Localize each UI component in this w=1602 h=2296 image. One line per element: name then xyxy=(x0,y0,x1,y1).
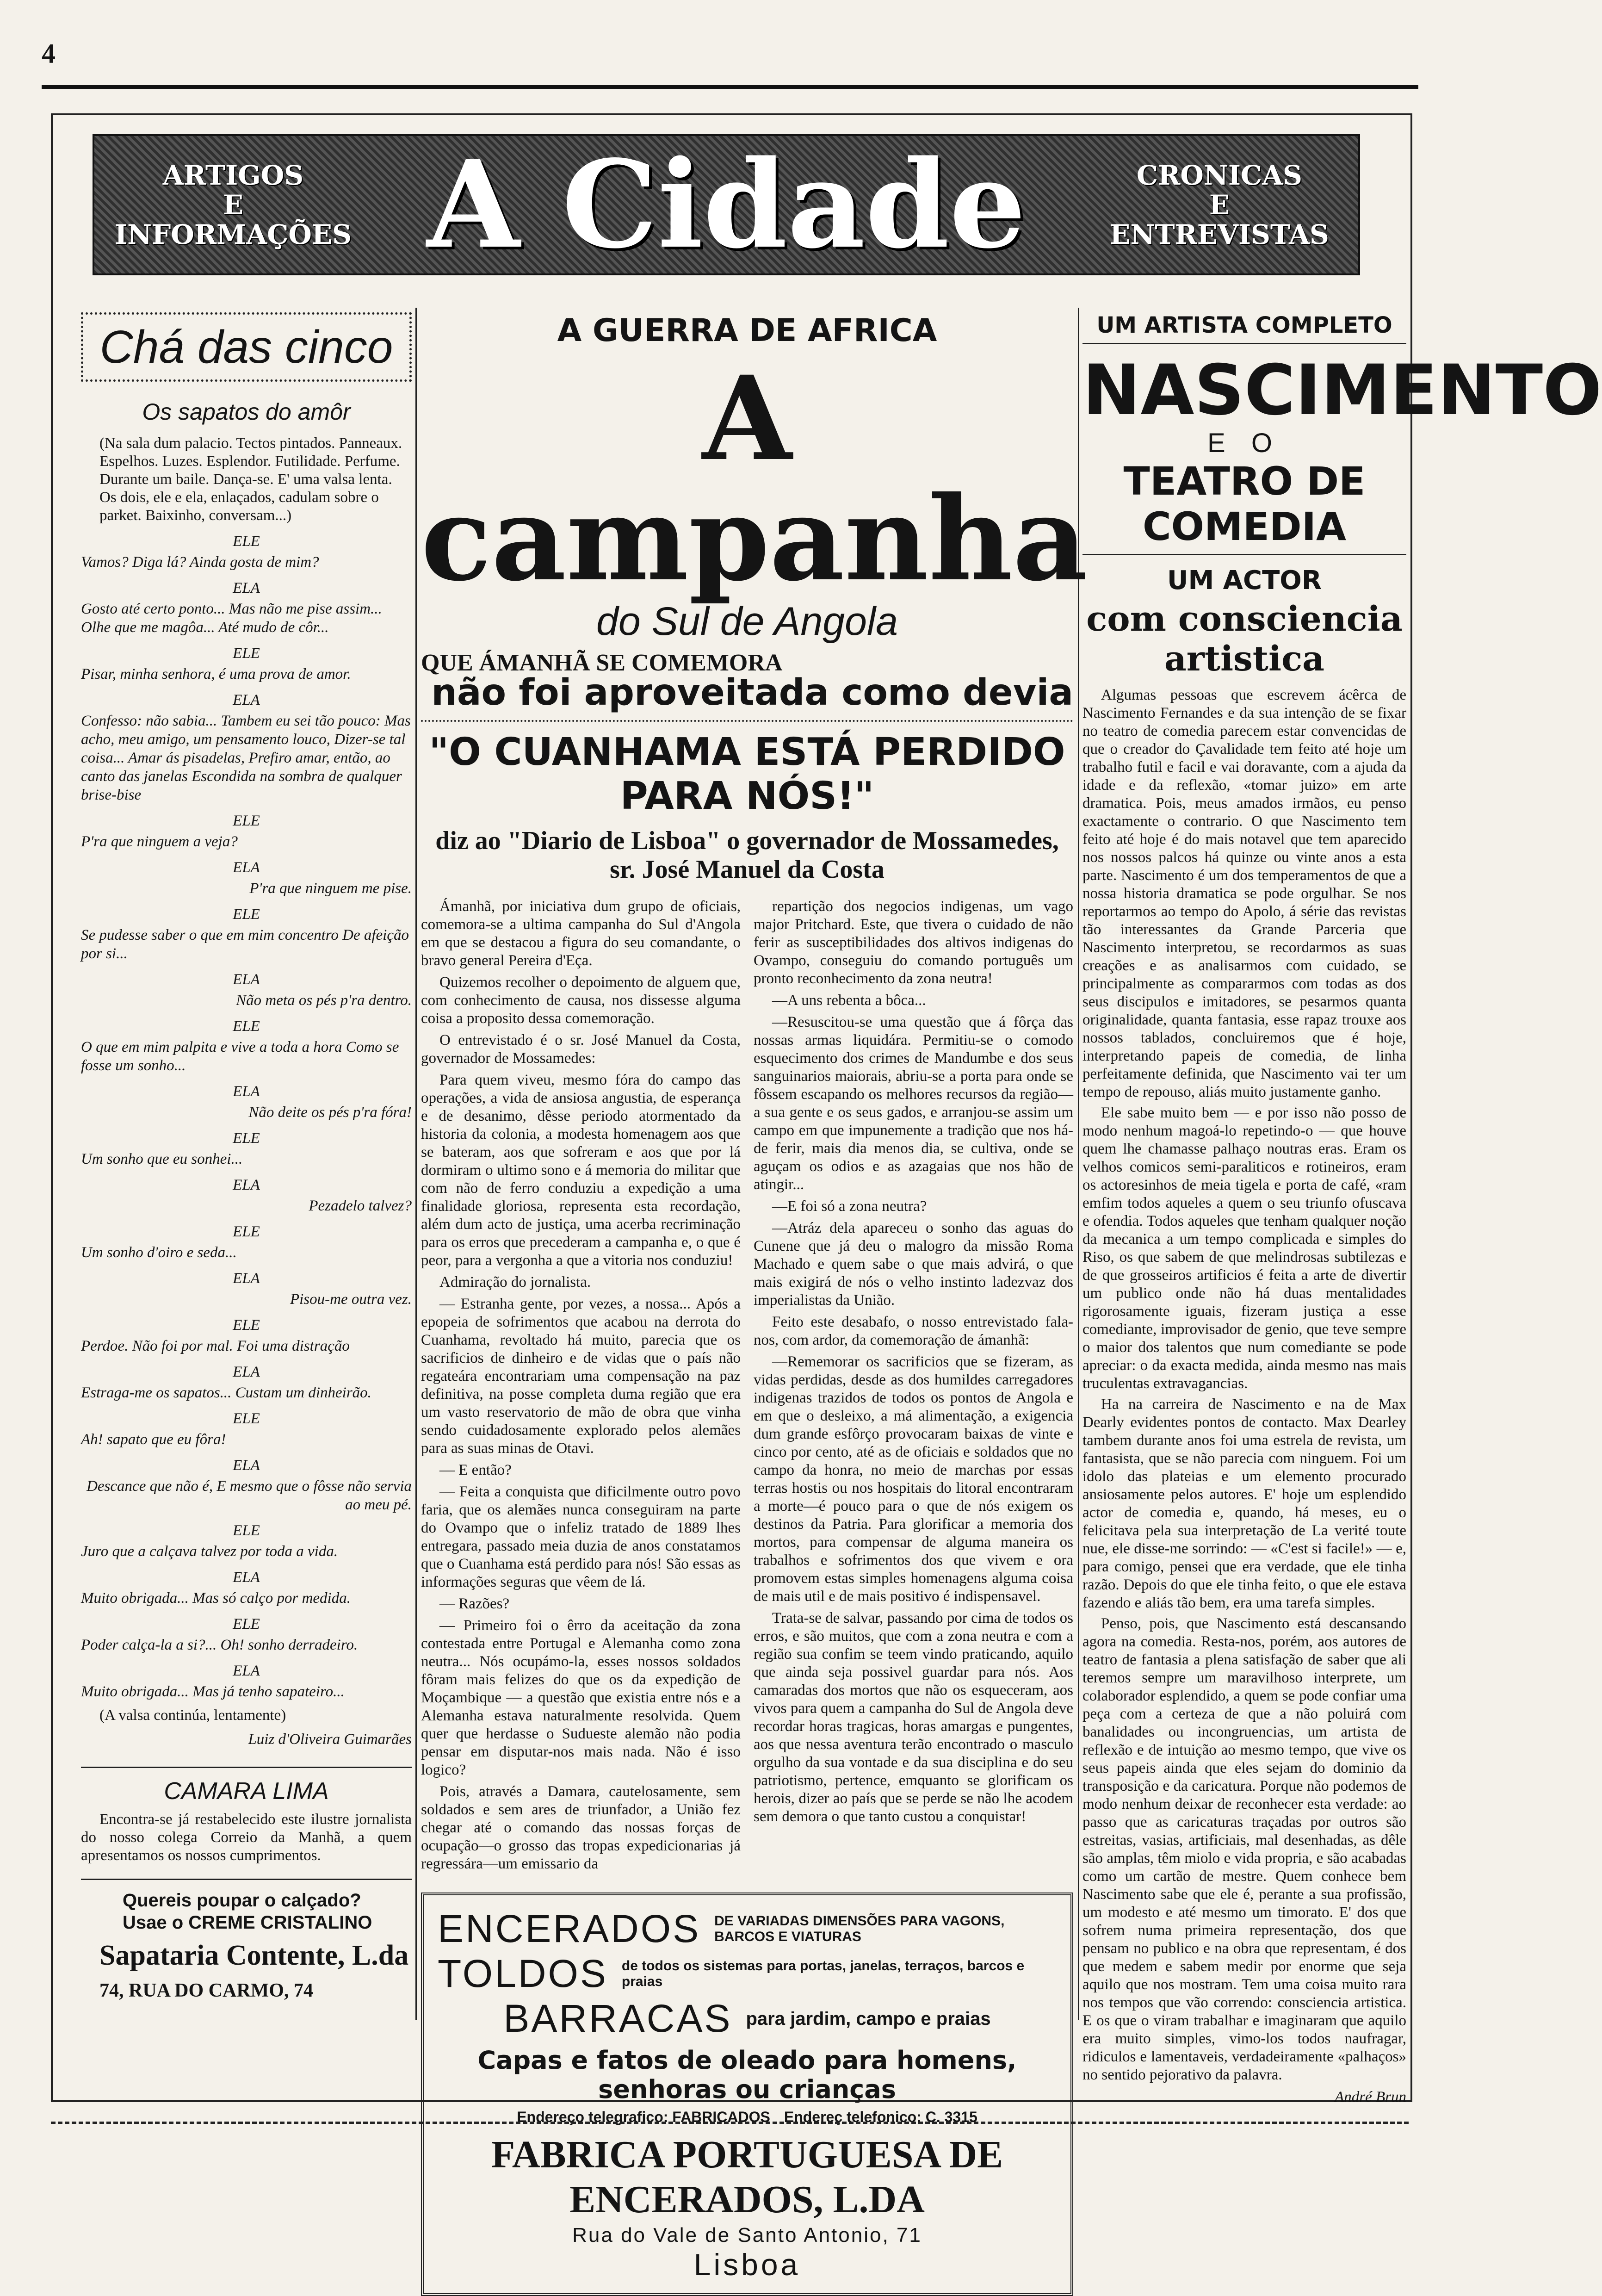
article-deck-1: QUE ÁMANHÃ SE COMEMORA xyxy=(421,650,783,676)
poem-byline: Luiz d'Oliveira Guimarães xyxy=(248,1731,412,1748)
shoe-ad-line1: Quereis poupar o calçado? xyxy=(123,1890,361,1911)
article-paragraph: — Primeiro foi o êrro da aceitação da zona contestada entre Portugal e Alemanha como zona neutra... Nós ocupámo-la, esses nossos soldados fôram mais felizes do que os da expedição de Moçambique — a questão que existia entre nós e a Alemanha estava naturalmente resolvida. Quem quer que herdasse o Sudueste alemão não podia pensar em disputar-nos mais nada. Não é isso logico? xyxy=(421,1617,741,1778)
speaker-label: ELA xyxy=(233,1569,260,1586)
ad-capas: Capas e fatos de oleado para homens, senhoras ou crianças xyxy=(477,2046,1017,2104)
speaker-label: ELA xyxy=(233,692,260,708)
article-paragraph: — Estranha gente, por vezes, a nossa... Após a epopeia de sofrimentos que acabou na derrota do Cuanhama, revoltado há muito, parecia que os sacrificios de dinheiro e de vidas que o país não regateára encontrariam uma compensação na paz definitiva, na posse completa duma região que era um vasto reservatorio de mão de obra que vinha sendo cuidadosamente explorado pelos alemães para as suas minas de Otavi. xyxy=(421,1296,741,1457)
dialog-line: Gosto até certo ponto... Mas não me pise assim... Olhe que me magôa... Até mudo de côr... xyxy=(81,601,382,636)
encerados-ad xyxy=(421,1893,1073,2296)
article-paragraph: —Atráz dela apareceu o sonho das aguas do Cunene que já deu o malogro da missão Roma Machado e quem sabe o que mais advirá, o que mais exigirá de nós o velho instinto ladezvaz dos imperialistas da União. xyxy=(754,1220,1073,1309)
article-paragraph: —Rememorar os sacrificios que se fizeram, as vidas perdidas, desde as dos humildes carregadores indigenas trazidos de todos os pontos de Angola e em que o desleixo, a má alimentação, a exigencia dum grande esfôrço provocaram baixas de vinte e cinco por cento, até as de oficiais e soldados que no campo da honra, no meio de marchas por essas terras hostis ou nos hospitais do litoral encontraram a morte—é pouco para o que de nós exigem os destinos da Patria. Para glorificar a memoria dos mortos, para compensar de alguma maneira os trabalhos e sofrimentos dos que vivem e ora promovem estas simples homenagens alguma coisa de mais util e de mais positivo é indispensavel. xyxy=(754,1353,1073,1605)
article-headline: A campanha xyxy=(421,350,1088,607)
dialog-line: Juro que a calçava talvez por toda a vida. xyxy=(81,1543,338,1560)
article-paragraph: Admiração do jornalista. xyxy=(439,1274,591,1291)
dialog-line: P'ra que ninguem me pise. xyxy=(249,880,412,897)
ad-word-encerados: ENCERADOS xyxy=(438,1907,701,1950)
dialog-line: Poder calça-la a si?... Oh! sonho derradeiro. xyxy=(81,1637,358,1653)
dialog-line: Muito obrigada... Mas já tenho sapateiro... xyxy=(81,1683,345,1700)
review-paragraph: Ele sabe muito bem — e por isso não posso de modo nenhum magoá-lo repetindo-o — que houve quem lhe chamasse palhaço noutras eras. Eram os velhos comicos semi-paraliticos e rotineiros, eram os actoresinhos de meia tigela e porta de café, «ram emfim todos aqueles a quem o seu triunfo ofuscava e ofendia. Todos aqueles que tenham qualquer noção da mecanica a um tempo complicada e simples do Riso, os que sabem de que melindrosas subtilezas e de que grosseiros artificios é feita a arte de divertir um publico onde não há duas mentalidades rigorosamente iguais, fizeram justiça a esse comediante, improvisador de genio, que teve sempre o maior dos talentos que num comediante se pode apreciar: o da exacta medida, ainda mesmo nas mais truculentas extravagancias. xyxy=(1082,1105,1406,1392)
dialog-line: Se pudesse saber o que em mim concentro De afeição por si... xyxy=(81,927,409,962)
camara-text: Encontra-se já restabelecido este ilustre jornalista do nosso colega Correio da Manhã, a quem apresentamos os nossos cumprimentos. xyxy=(81,1811,412,1864)
article-paragraph: repartição dos negocios indigenas, um vago major Pritchard. Este, que tivera o cuidado de não ferir as susceptibilidades dos altivos indigenas do Ovampo, conseguiu do comando português um pronto reconhecimento da zona neutra! xyxy=(754,898,1073,987)
speaker-label: ELE xyxy=(233,1616,260,1632)
article-paragraph: Quizemos recolher o depoimento de alguem que, com conhecimento de causa, nos dissesse alguma coisa a proposito dessa comemoração. xyxy=(421,974,741,1027)
left-column xyxy=(81,312,412,2002)
review-paragraph: Ha na carreira de Nascimento e na de Max Dearly evidentes pontos de contacto. Max Dearley tambem durante anos foi uma estrela de revista, um fantasista, que se não parecia com ninguem. Foi um idolo das plateias e um elemento procurado ansiosamente pelos autores. E' hoje um esplendido actor de comedia e, quando, há meses, eu o felicitava pela sua interpretação de La verité toute nue, ele disse-me sorrindo: — «C'est si facile!» — e, para comigo, pensei que era verdade, que ele tinha razão. Depois do que ele tinha feito, o que ele estava fazendo e aliás tão bem, era uma tarefa simples. xyxy=(1082,1396,1406,1611)
ad-sub-barracas: para jardim, campo e praias xyxy=(746,2008,991,2029)
article-body-col2 xyxy=(754,898,1073,1877)
dialog-line: Ah! sapato que eu fôra! xyxy=(81,1431,226,1448)
dialog-line: Pisou-me outra vez. xyxy=(290,1291,412,1308)
article-paragraph: Feito este desabafo, o nosso entrevistado fala-nos, com ardor, da comemoração de ámanhã: xyxy=(754,1314,1073,1348)
poem-dialog xyxy=(81,533,412,1701)
dialog-line: Descance que não é, E mesmo que o fôsse não servia ao meu pé. xyxy=(87,1478,412,1513)
ad-sub-toldos: de todos os sistemas para portas, janelas, terraços, barcos e praias xyxy=(621,1958,1025,1989)
article-deck-2: não foi aproveitada como devia xyxy=(431,672,1073,714)
dialog-line: Muito obrigada... Mas só calço por medida. xyxy=(81,1590,351,1607)
dialog-line: Não deite os pés p'ra fóra! xyxy=(248,1104,412,1121)
article-subhead: do Sul de Angola xyxy=(596,599,898,644)
column-divider-left xyxy=(415,308,417,2020)
article-body xyxy=(421,898,1073,1877)
masthead-title: A Cidade xyxy=(427,134,1026,275)
right-kicker: UM ARTISTA COMPLETO xyxy=(1082,312,1406,344)
article-attribution: diz ao "Diario de Lisboa" o governador de Mossamedes, sr. José Manuel da Costa xyxy=(435,826,1059,884)
article-paragraph: Pois, através a Damara, cautelosamente, sem soldados e sem ares de triunfador, a União fez chegar até o comando das nossas forças de ocupação—o grosso das tropas expedicionarias já regressára—um emissario da xyxy=(421,1783,741,1872)
bottom-rule xyxy=(51,2122,1409,2124)
ad-sub-encerados: DE VARIADAS DIMENSÕES PARA VAGONS, BARCOS E VIATURAS xyxy=(714,1913,1005,1944)
article-paragraph: — E então? xyxy=(439,1462,512,1478)
ad-word-barracas: BARRACAS xyxy=(503,1997,732,2040)
speaker-label: ELA xyxy=(233,1663,260,1679)
speaker-label: ELA xyxy=(233,1083,260,1100)
ad-word-toldos: TOLDOS xyxy=(438,1952,608,1995)
review-paragraph: Algumas pessoas que escrevem ácêrca de Nascimento Fernandes e da sua intenção de se fixar no teatro de comedia parecem estar convencidas de que o creador do Çavalidade tem feito até hoje um trabalho futil e facil e vai doravante, com a ajuda da idade e da reflexão, «tomar juizo» em arte dramatica. Pois, meus amados irmãos, eu penso exactamente o contrario. O que Nascimento tem feito até hoje é do mais notavel que tem aparecido nos nossos palcos há quinze ou vinte anos a esta parte. Nascimento é um dos temperamentos de que a nossa historia dramatica se pode orgulhar. Se nos reportarmos ao tempo do Apolo, á série das revistas tão interessantes da Grande Parceria que Nascimento interpretou, se recordarmos as suas creações e as analisarmos com cuidado, se principalmente as compararmos com todas as dos seus discipulos e imitadores, se pesarmos quanta originalidade, quanta fantasia, esse rapaz trouxe aos nossos tablados, concluiremos que é hoje, interpretando papeis de comedia, de linha perfeitamente definida, que Nascimento vai ter um tempo de repouso, aliás muito justamente ganho. xyxy=(1082,687,1406,1100)
dialog-line: Pisar, minha senhora, é uma prova de amor. xyxy=(81,666,351,683)
masthead-right: CRONICAS E ENTREVISTAS xyxy=(1110,159,1329,250)
speaker-label: ELA xyxy=(233,1364,260,1380)
article-kicker: A GUERRA DE AFRICA xyxy=(557,312,937,349)
poem-title: Os sapatos do amôr xyxy=(142,399,351,425)
middle-column xyxy=(421,312,1088,2296)
speaker-label: ELA xyxy=(233,1177,260,1193)
article-paragraph: O entrevistado é o sr. José Manuel da Costa, governador de Mossamedes: xyxy=(421,1032,741,1067)
speaker-label: ELA xyxy=(233,859,260,876)
dotted-rule xyxy=(421,720,1073,722)
shoe-ad-line2: Usae o CREME CRISTALINO xyxy=(123,1912,372,1933)
article-paragraph: Ámanhã, por iniciativa dum grupo de oficiais, comemora-se a ultima campanha do Sul d'Angola em que se destacou a figura do seu comandante, o bravo general Pereira d'Eça. xyxy=(421,898,741,969)
shoe-ad-line4: 74, RUA DO CARMO, 74 xyxy=(99,1980,313,2001)
right-column xyxy=(1082,312,1602,2106)
article-paragraph: —Resuscitou-se uma questão que á fôrça das nossas armas liquidára. Permitiu-se o comodo esquecimento dos crimes de Mandumbe e dos seus sanguinarios maiorais, abriu-se a porta para onde se fôssem escapando os melhores recursos da região—a sua gente e os seus gados, e arranjou-se assim um campo em que impunemente a tradição que nos há-de ferir, mais dia menos dia, se cultiva, onde se aguçam os odios e as azagaias que nos hão de atingir... xyxy=(754,1014,1073,1193)
masthead-banner xyxy=(93,134,1360,275)
speaker-label: ELA xyxy=(233,1457,260,1474)
ad-telephone: Endereç telefonico: C. 3315 xyxy=(784,2109,977,2125)
right-headline-conj: E O xyxy=(1207,428,1281,458)
ad-city: Lisboa xyxy=(693,2247,801,2282)
dialog-line: O que em mim palpita e vive a toda a hora Como se fosse um sonho... xyxy=(81,1039,399,1074)
speaker-label: ELE xyxy=(233,1522,260,1539)
right-deck: com consciencia artistica xyxy=(1086,599,1403,679)
section-title-box: Chá das cinco xyxy=(81,312,412,382)
right-byline: André Brun xyxy=(1335,2089,1406,2105)
poem-outro: (A valsa continúa, lentamente) xyxy=(99,1707,286,1724)
dialog-line: Vamos? Diga lá? Ainda gosta de mim? xyxy=(81,554,319,571)
right-headline-teatro: TEATRO DE COMEDIA xyxy=(1082,459,1406,555)
right-headline-name: NASCIMENTO xyxy=(1082,350,1602,431)
shoe-ad xyxy=(81,1879,412,2002)
dialog-line: P'ra que ninguem a veja? xyxy=(81,833,238,850)
article-paragraph: Trata-se de salvar, passando por cima de todos os erros, e são muitos, que com a zona neutra e com a região sua confim se teem vindo praticando, aquilo que ainda seja possivel guardar para nós. Aos camaradas dos mortos que não os esqueceram, aos vivos para quem a campanha do Sul de Angola deve recordar horas tragicas, horas amargas e pungentes, aos que nessa aventura terão encontrado o masculo orgulho da sua vontade e da sua disciplina e do seu patriotismo, pertence, emquanto se glorificam os herois, dizer ao país que se perde se não lhe acodem sem demora o que tanto custou a conquistar! xyxy=(754,1610,1073,1825)
speaker-label: ELE xyxy=(233,645,260,662)
article-paragraph: —E foi só a zona neutra? xyxy=(772,1198,927,1215)
camara-title: CAMARA LIMA xyxy=(81,1767,412,1805)
right-body xyxy=(1082,686,1406,2084)
ad-company: FABRICA PORTUGUESA DE ENCERADOS, L.DA xyxy=(491,2133,1003,2221)
speaker-label: ELA xyxy=(233,971,260,988)
speaker-label: ELE xyxy=(233,1223,260,1240)
dialog-line: Um sonho que eu sonhei... xyxy=(81,1151,243,1167)
article-paragraph: — Razões? xyxy=(439,1595,510,1612)
speaker-label: ELE xyxy=(233,1317,260,1334)
speaker-label: ELE xyxy=(233,813,260,829)
page-number: 4 xyxy=(42,38,56,69)
article-quote: "O CUANHAMA ESTÁ PERDIDO PARA NÓS!" xyxy=(429,730,1065,818)
speaker-label: ELA xyxy=(233,1270,260,1287)
speaker-label: ELE xyxy=(233,1410,260,1427)
dialog-line: Perdoe. Não foi por mal. Foi uma distração xyxy=(81,1338,350,1354)
dialog-line: Estraga-me os sapatos... Custam um dinheirão. xyxy=(81,1384,371,1401)
speaker-label: ELE xyxy=(233,1018,260,1035)
header-rule xyxy=(42,85,1418,89)
article-paragraph: Para quem viveu, mesmo fóra do campo das operações, a vida de ansiosa angustia, de esperança e de desanimo, dêsse periodo atormentado da historia da colonia, a modesta homenagem aos que se bateram, aos que sofreram e aos que por lá dormiram o ultimo sono e á memoria do militar que com não de ferro conduziu a expedição a uma finalidade gloriosa, representa esta recordação, além dum acto de justiça, uma acerba recriminação para os erros que precederam a campanha e, o que é peor, para a vergonha a que a vitoria nos conduziu! xyxy=(421,1072,741,1269)
right-subhead: UM ACTOR xyxy=(1167,565,1322,596)
poem-intro: (Na sala dum palacio. Tectos pintados. Panneaux. Espelhos. Luzes. Esplendor. Futilidade. Perfume. Durante um baile. Dança-se. E' uma valsa lenta. Os dois, ele e ela, enlaçados, cadulam sobre o parket. Baixinho, conversam...) xyxy=(99,435,402,524)
speaker-label: ELE xyxy=(233,533,260,550)
speaker-label: ELE xyxy=(233,906,260,923)
dialog-line: Pezadelo talvez? xyxy=(309,1198,412,1214)
review-paragraph: Penso, pois, que Nascimento está descansando agora na comedia. Resta-nos, porém, aos autores de teatro de fantasia a plena satisfação de saber que ali teremos sempre um maravilhoso interprete, um colaborador esplendido, a quem se pode confiar uma peça com a certeza de que a não poluirá com banalidades ou incongruencias, um artista de reflexão e de intuição ao mesmo tempo, que vive os seus papeis ainda que eles sejam do dominio da transposição e da caricatura. Porque não podemos de modo nenhum deixar de reconhecer esta verdade: ao passo que as caricaturas traçadas por outros são estreitas, vasias, artificiais, mal desenhadas, as dêle são amplas, têm miolo e vida propria, e são acabadas como um cartão de mestre. Quem conhece bem Nascimento sabe que ele é, perante a sua profissão, um modesto e até mesmo um timorato. E' dos que sofrem numa primeira representação, dos que pensam no publico e na obra que representam, é dos que medem e sabem medir por enorme que seja aquilo que nos mostram. Tem uma coisa muito rara nos tempos que vão correndo: consciencia artistica. E os que o viram trabalhar e imaginaram que aquilo era muito simples, vimo-los todos naufragar, ridiculos e lamentaveis, verdadeiramente «palhaços» no sentido pejorativo da palavra. xyxy=(1082,1615,1406,2083)
speaker-label: ELA xyxy=(233,580,260,596)
dialog-line: Não meta os pés p'ra dentro. xyxy=(236,992,412,1009)
article-paragraph: — Feita a conquista que dificilmente outro povo faria, que os alemães nunca conseguiram na parte do Ovampo que o infeliz tratado de 1889 lhes entregara, passado meia duzia de anos constatamos que o Cuanhama está perdido para nós! São essas as informações seguras que vêem de lá. xyxy=(421,1483,741,1590)
article-paragraph: —A uns rebenta a bôca... xyxy=(772,992,926,1009)
dialog-line: Confesso: não sabia... Tambem eu sei tão pouco: Mas acho, meu amigo, um pensamento louco, Dizer-se tal coisa... Amar ás pisadelas, Prefiro amar, então, ao canto das janelas Escondida na sombra de qualquer brise-bise xyxy=(81,713,411,803)
ad-telegraph: Endereço telegrafico: FABRICADOS xyxy=(517,2109,770,2125)
dialog-line: Um sonho d'oiro e seda... xyxy=(81,1244,237,1261)
article-body-col1 xyxy=(421,898,741,1877)
speaker-label: ELE xyxy=(233,1130,260,1147)
masthead-left: ARTIGOS E INFORMAÇÕES xyxy=(114,159,352,250)
shoe-ad-line3: Sapataria Contente, L.da xyxy=(99,1940,409,1971)
ad-street: Rua do Vale de Santo Antonio, 71 xyxy=(572,2224,922,2246)
